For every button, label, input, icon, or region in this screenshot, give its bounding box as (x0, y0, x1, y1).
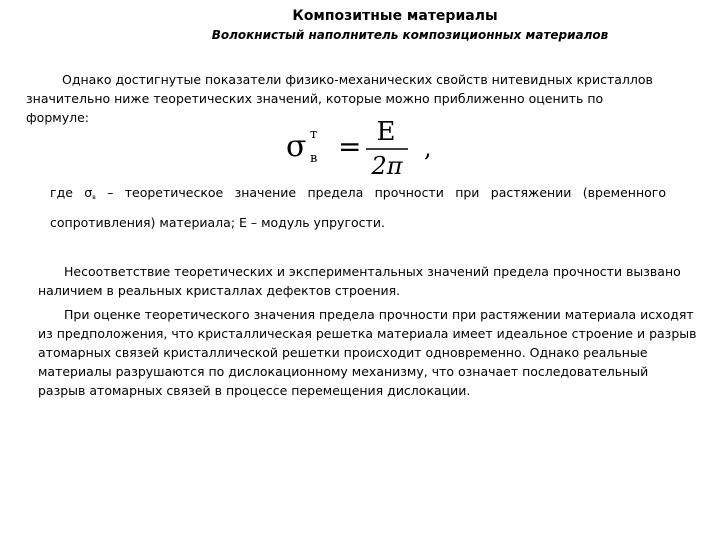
formula-explanation (50, 180, 666, 235)
formula-sigma: σ (286, 129, 307, 164)
where-subscript: в (92, 194, 96, 201)
formula-superscript: т (310, 127, 318, 142)
where-sigma: σ (84, 185, 93, 200)
where-lead: где (50, 185, 73, 200)
page-subtitle: Волокнистый наполнитель композиционных материалов (211, 28, 609, 42)
where-text: – теоретическое значение предела прочности при растяжении (временного сопротивления) материала; Е – модуль упругости. (50, 185, 666, 230)
formula-subscript: в (310, 151, 318, 166)
formula-comma: , (424, 134, 432, 162)
formula-denominator: 2π (371, 152, 403, 180)
strength-formula (282, 112, 452, 182)
defects-paragraph: Несоответствие теоретических и экспериментальных значений предела прочности вызвано наличием в реальных кристаллах дефектов строения. (38, 264, 681, 298)
page-title: Композитные материалы (292, 8, 498, 24)
dislocation-paragraph: При оценке теоретического значения предела прочности при растяжении материала исходят из предположения, что кристаллическая решетка материала имеет идеальное строение и разрыв атомарных связей кристаллической решетки происходит одновременно. Однако реальные материалы разрушаются по дислокационному механизму, что означает последовательный разрыв атомарных связей в процессе перемещения дислокации. (38, 307, 697, 398)
intro-paragraph: Однако достигнутые показатели физико-механических свойств нитевидных кристаллов значительно ниже теоретических значений, которые можно приближенно оценить по формуле: (26, 72, 653, 125)
formula-equals: = (338, 130, 362, 163)
formula-numerator: E (376, 117, 396, 147)
